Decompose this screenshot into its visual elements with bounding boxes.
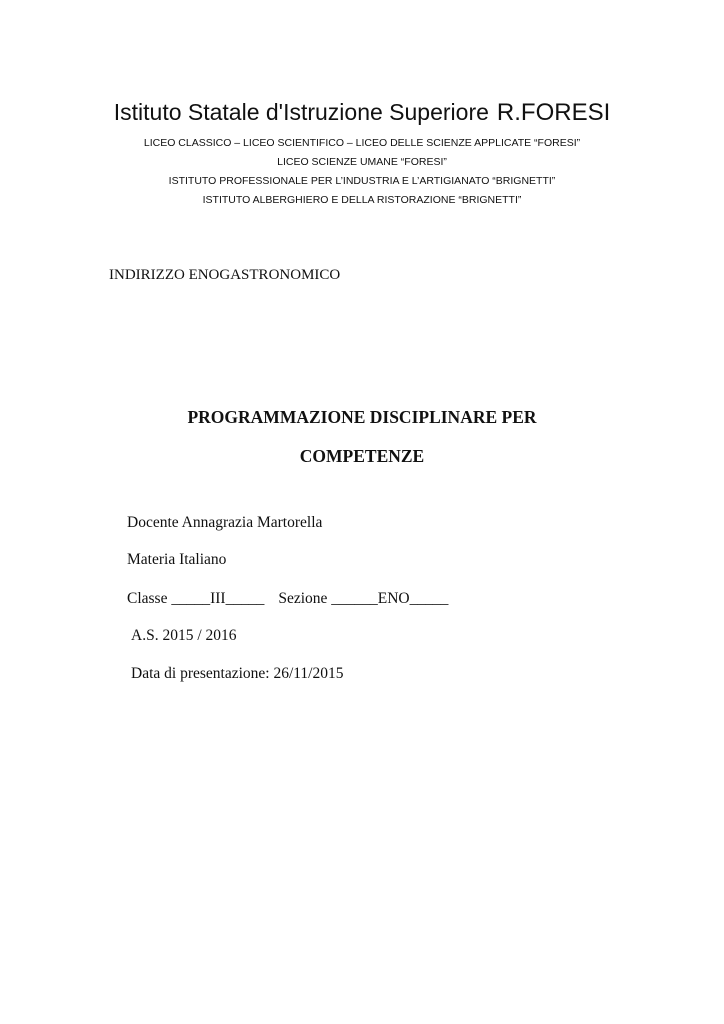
indirizzo-label: INDIRIZZO ENOGASTRONOMICO [109, 267, 341, 283]
data-presentazione-field: Data di presentazione: 26/11/2015 [131, 665, 344, 682]
school-subtitle-line: ISTITUTO PROFESSIONALE PER L’INDUSTRIA E L’ARTIGIANATO “BRIGNETTI” [168, 175, 556, 187]
materia-field: Materia Italiano [127, 551, 227, 568]
sezione-field: Sezione ______ENO_____ [278, 590, 449, 607]
school-subtitle-line: LICEO SCIENZE UMANE “FORESI” [277, 156, 447, 168]
classe-sezione-row [127, 589, 448, 608]
document-title-line-2: COMPETENZE [299, 446, 425, 466]
document-title-line-1: PROGRAMMAZIONE DISCIPLINARE PER [187, 407, 537, 427]
classe-field: Classe _____III_____ [127, 590, 265, 607]
school-title-prefix: Istituto Statale d'Istruzione Superiore [113, 99, 489, 125]
school-title [0, 98, 724, 127]
school-name: R.FORESI [496, 99, 611, 126]
docente-field: Docente Annagrazia Martorella [127, 514, 323, 531]
anno-scolastico-field: A.S. 2015 / 2016 [131, 627, 237, 644]
school-subtitle-line: ISTITUTO ALBERGHIERO E DELLA RISTORAZIONE “BRIGNETTI” [202, 194, 522, 206]
school-subtitle-line: LICEO CLASSICO – LICEO SCIENTIFICO – LICEO DELLE SCIENZE APPLICATE “FORESI” [143, 137, 581, 149]
